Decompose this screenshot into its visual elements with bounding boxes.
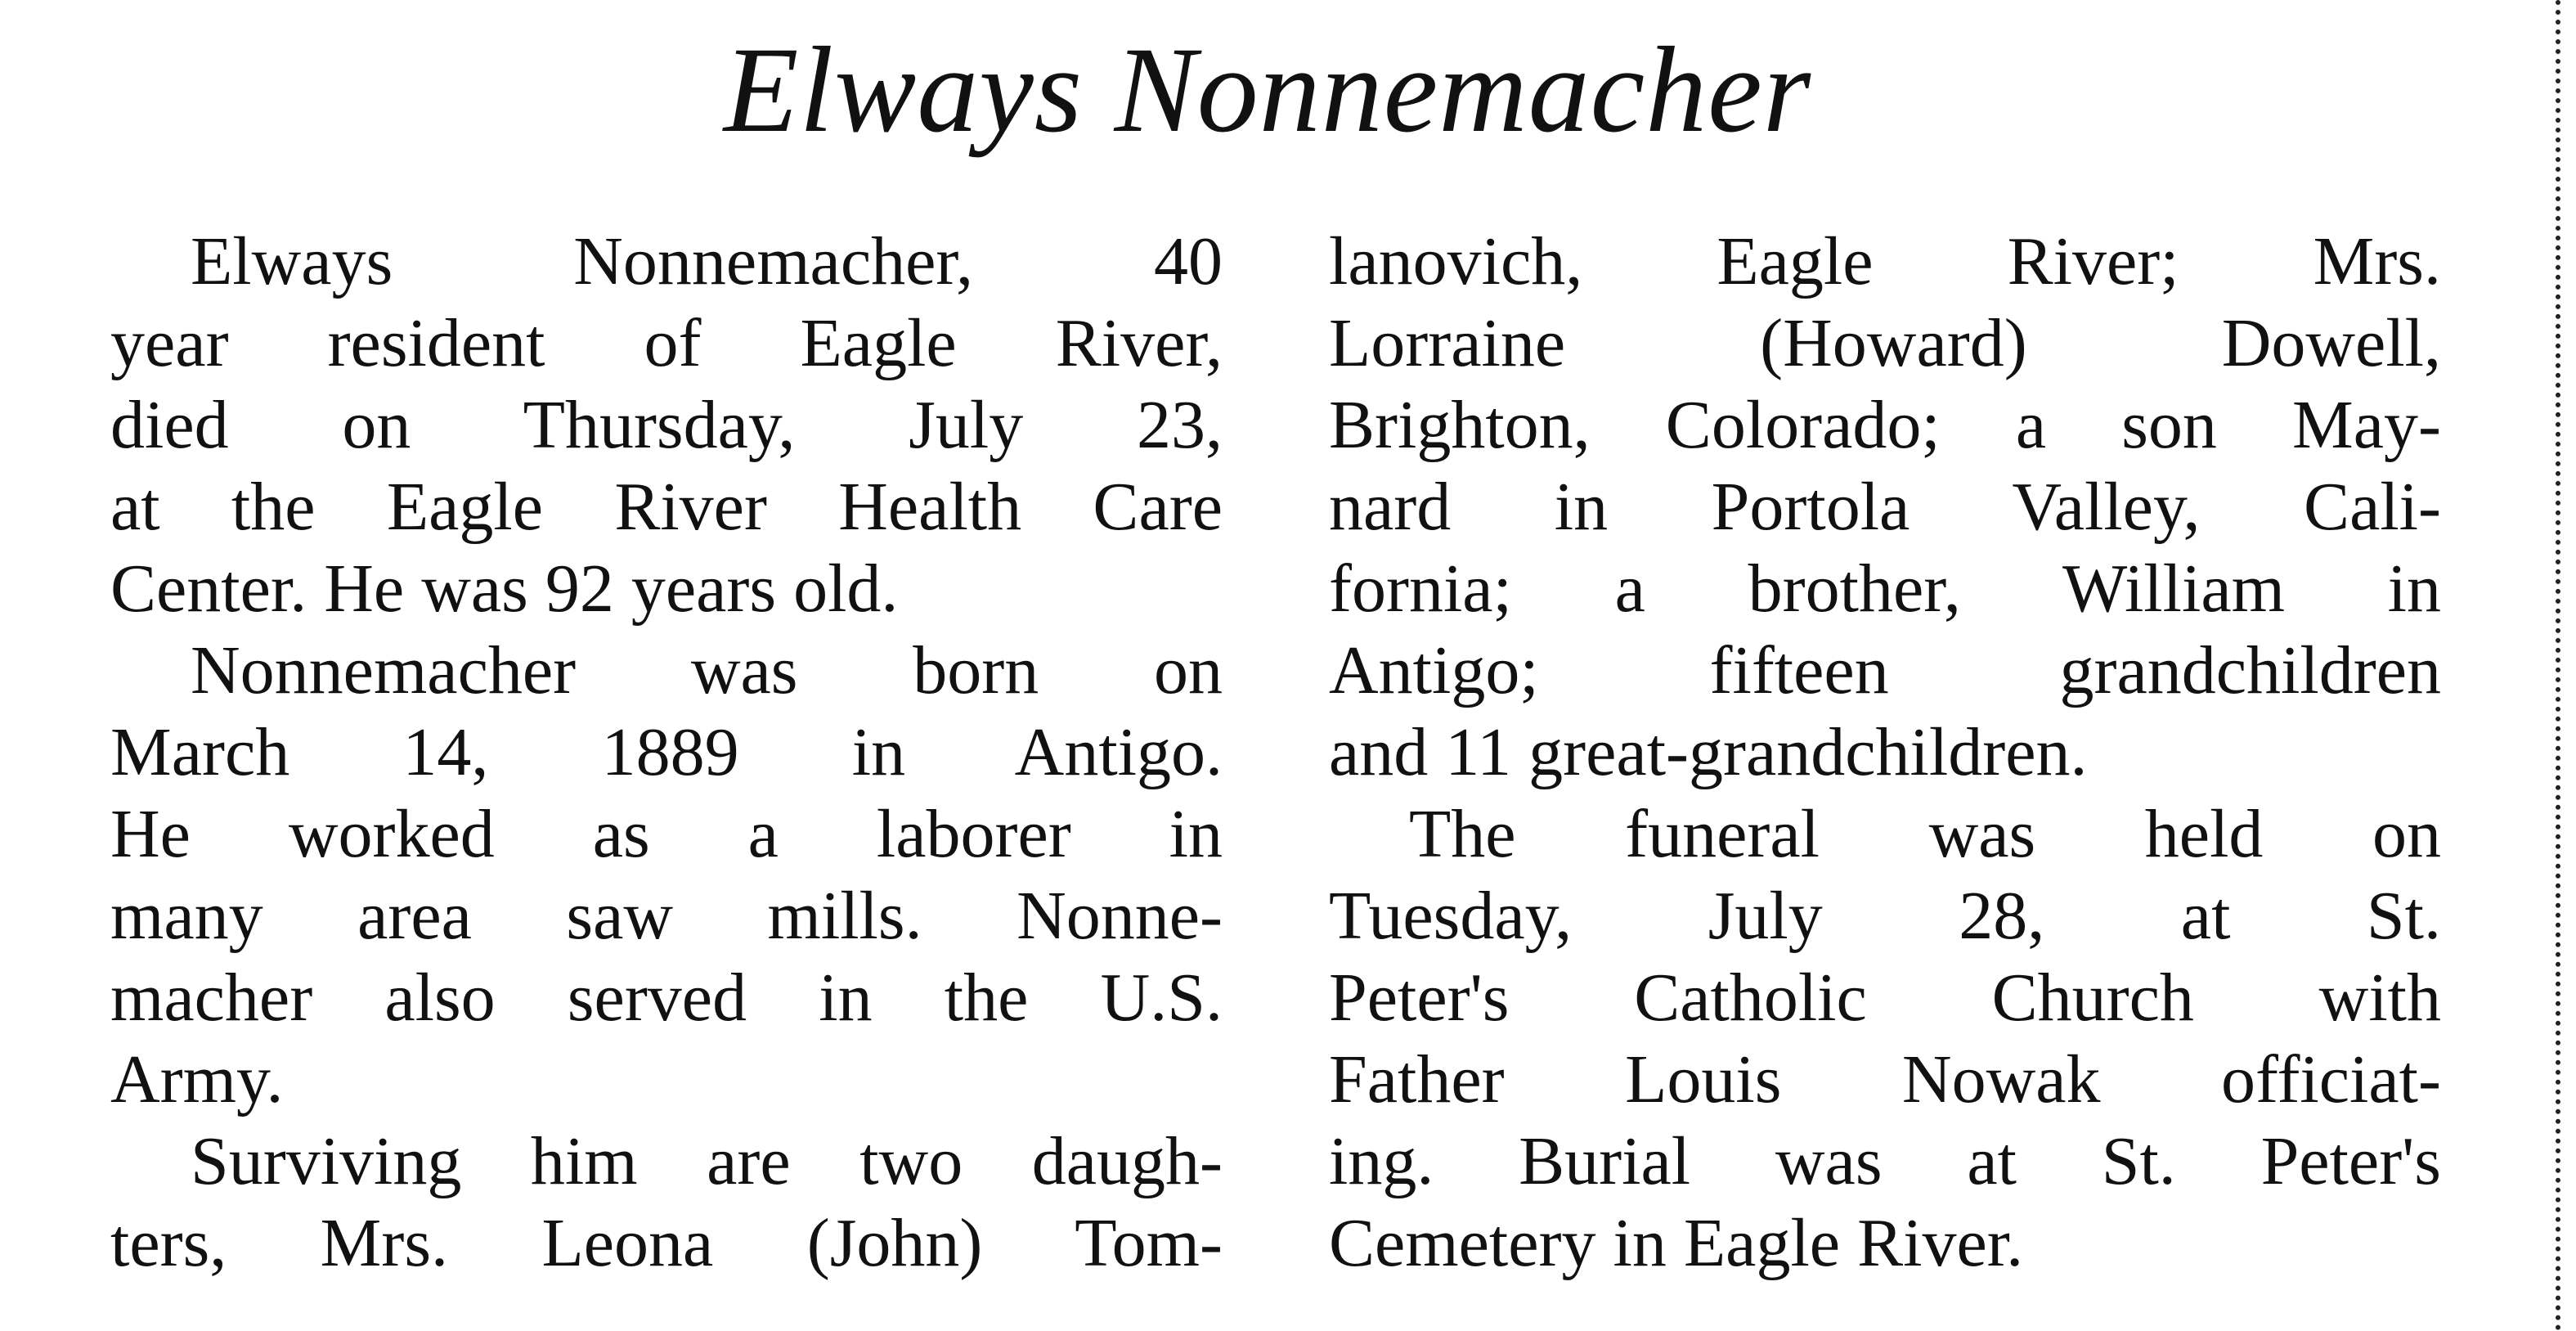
text-line: many area saw mills. Nonne- [110, 878, 1223, 954]
text-line: Cemetery in Eagle River. [1329, 1205, 2024, 1281]
text-line: Brighton, Colorado; a son May- [1329, 387, 2441, 463]
text-line: fornia; a brother, William in [1329, 551, 2441, 627]
text-line: ing. Burial was at St. Peter's [1329, 1123, 2441, 1199]
text-line: and 11 great-grandchildren. [1329, 714, 2088, 790]
obituary-headline: Elways Nonnemacher [723, 22, 1812, 158]
text-line: at the Eagle River Health Care [110, 469, 1223, 545]
text-line: He worked as a laborer in [110, 796, 1223, 872]
text-line: Army. [110, 1041, 284, 1117]
text-line: macher also served in the U.S. [110, 960, 1223, 1036]
text-line: Peter's Catholic Church with [1329, 960, 2441, 1036]
text-line: Nonnemacher was born on [191, 632, 1223, 708]
text-line: Antigo; fifteen grandchildren [1329, 632, 2441, 708]
text-line: March 14, 1889 in Antigo. [110, 714, 1223, 790]
text-line: Surviving him are two daugh- [191, 1123, 1223, 1199]
text-line: ters, Mrs. Leona (John) Tom- [110, 1205, 1223, 1281]
text-line: lanovich, Eagle River; Mrs. [1329, 223, 2441, 299]
text-line: Center. He was 92 years old. [110, 551, 899, 627]
obituary-column-right [1329, 221, 2441, 1284]
text-line: nard in Portola Valley, Cali- [1329, 469, 2441, 545]
text-line: Elways Nonnemacher, 40 [191, 223, 1223, 299]
text-line: Father Louis Nowak officiat- [1329, 1041, 2441, 1117]
text-line: year resident of Eagle River, [110, 305, 1223, 381]
obituary-column-left [110, 221, 1223, 1284]
text-line: Lorraine (Howard) Dowell, [1329, 305, 2441, 381]
text-line: The funeral was held on [1409, 796, 2441, 872]
dotted-clipping-edge [2556, 0, 2560, 1331]
text-line: died on Thursday, July 23, [110, 387, 1223, 463]
text-line: Tuesday, July 28, at St. [1329, 878, 2441, 954]
